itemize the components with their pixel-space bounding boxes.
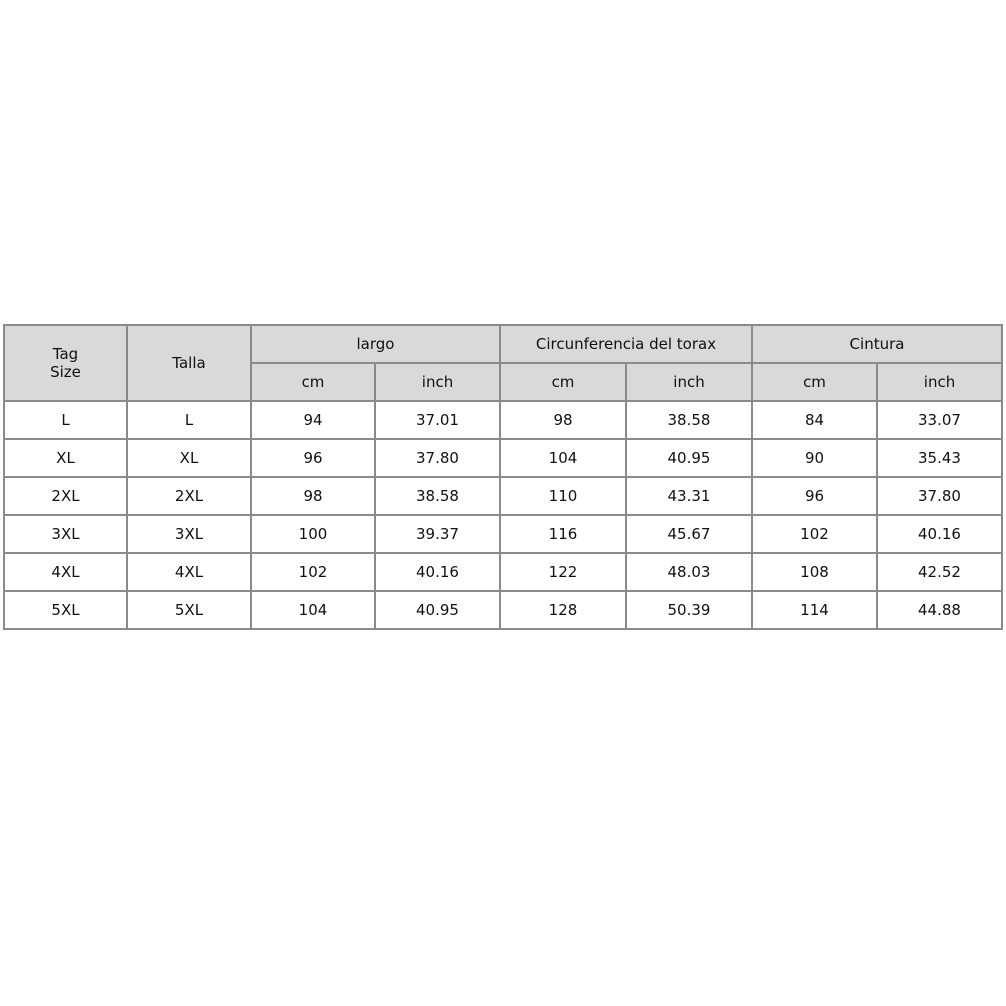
header-size-label: Size	[50, 363, 81, 381]
cell-largo-cm: 98	[251, 477, 375, 515]
cell-cintura-cm: 96	[752, 477, 877, 515]
header-circunferencia: Circunferencia del torax	[500, 325, 752, 363]
header-largo: largo	[251, 325, 500, 363]
cell-largo-inch: 37.80	[375, 439, 500, 477]
cell-largo-inch: 40.95	[375, 591, 500, 629]
cell-torax-cm: 116	[500, 515, 626, 553]
table-row	[4, 401, 1002, 439]
cell-torax-cm: 128	[500, 591, 626, 629]
cell-cintura-cm: 114	[752, 591, 877, 629]
cell-largo-cm: 104	[251, 591, 375, 629]
cell-largo-cm: 102	[251, 553, 375, 591]
header-tag-label: Tag	[52, 345, 79, 363]
header-cintura: Cintura	[752, 325, 1002, 363]
cell-largo-cm: 100	[251, 515, 375, 553]
cell-largo-inch: 40.16	[375, 553, 500, 591]
cell-tag-size: 5XL	[4, 591, 127, 629]
cell-talla: 3XL	[127, 515, 251, 553]
header-unit-inch: inch	[626, 363, 752, 401]
cell-torax-cm: 98	[500, 401, 626, 439]
table-row	[4, 515, 1002, 553]
cell-cintura-cm: 108	[752, 553, 877, 591]
cell-tag-size: L	[4, 401, 127, 439]
cell-torax-inch: 40.95	[626, 439, 752, 477]
cell-talla: 4XL	[127, 553, 251, 591]
header-row-groups	[4, 325, 1002, 363]
size-chart	[3, 324, 1003, 630]
cell-cintura-inch: 40.16	[877, 515, 1002, 553]
cell-talla: XL	[127, 439, 251, 477]
cell-tag-size: 3XL	[4, 515, 127, 553]
cell-cintura-cm: 102	[752, 515, 877, 553]
size-table	[3, 324, 1003, 630]
cell-largo-cm: 96	[251, 439, 375, 477]
cell-cintura-cm: 84	[752, 401, 877, 439]
header-unit-cm: cm	[251, 363, 375, 401]
header-unit-inch: inch	[375, 363, 500, 401]
cell-torax-cm: 110	[500, 477, 626, 515]
cell-cintura-inch: 44.88	[877, 591, 1002, 629]
table-row	[4, 553, 1002, 591]
cell-largo-inch: 37.01	[375, 401, 500, 439]
header-unit-inch: inch	[877, 363, 1002, 401]
cell-largo-inch: 39.37	[375, 515, 500, 553]
cell-torax-inch: 48.03	[626, 553, 752, 591]
cell-torax-inch: 43.31	[626, 477, 752, 515]
cell-largo-inch: 38.58	[375, 477, 500, 515]
table-row	[4, 439, 1002, 477]
cell-talla: 2XL	[127, 477, 251, 515]
cell-torax-cm: 122	[500, 553, 626, 591]
cell-torax-inch: 50.39	[626, 591, 752, 629]
cell-largo-cm: 94	[251, 401, 375, 439]
table-row	[4, 591, 1002, 629]
header-talla: Talla	[127, 325, 251, 401]
cell-cintura-inch: 42.52	[877, 553, 1002, 591]
cell-cintura-inch: 33.07	[877, 401, 1002, 439]
cell-tag-size: 2XL	[4, 477, 127, 515]
cell-cintura-inch: 35.43	[877, 439, 1002, 477]
header-unit-cm: cm	[752, 363, 877, 401]
cell-torax-cm: 104	[500, 439, 626, 477]
cell-cintura-cm: 90	[752, 439, 877, 477]
header-unit-cm: cm	[500, 363, 626, 401]
cell-tag-size: XL	[4, 439, 127, 477]
cell-torax-inch: 38.58	[626, 401, 752, 439]
cell-torax-inch: 45.67	[626, 515, 752, 553]
cell-cintura-inch: 37.80	[877, 477, 1002, 515]
cell-talla: L	[127, 401, 251, 439]
cell-talla: 5XL	[127, 591, 251, 629]
cell-tag-size: 4XL	[4, 553, 127, 591]
table-row	[4, 477, 1002, 515]
header-tag-size	[4, 325, 127, 401]
